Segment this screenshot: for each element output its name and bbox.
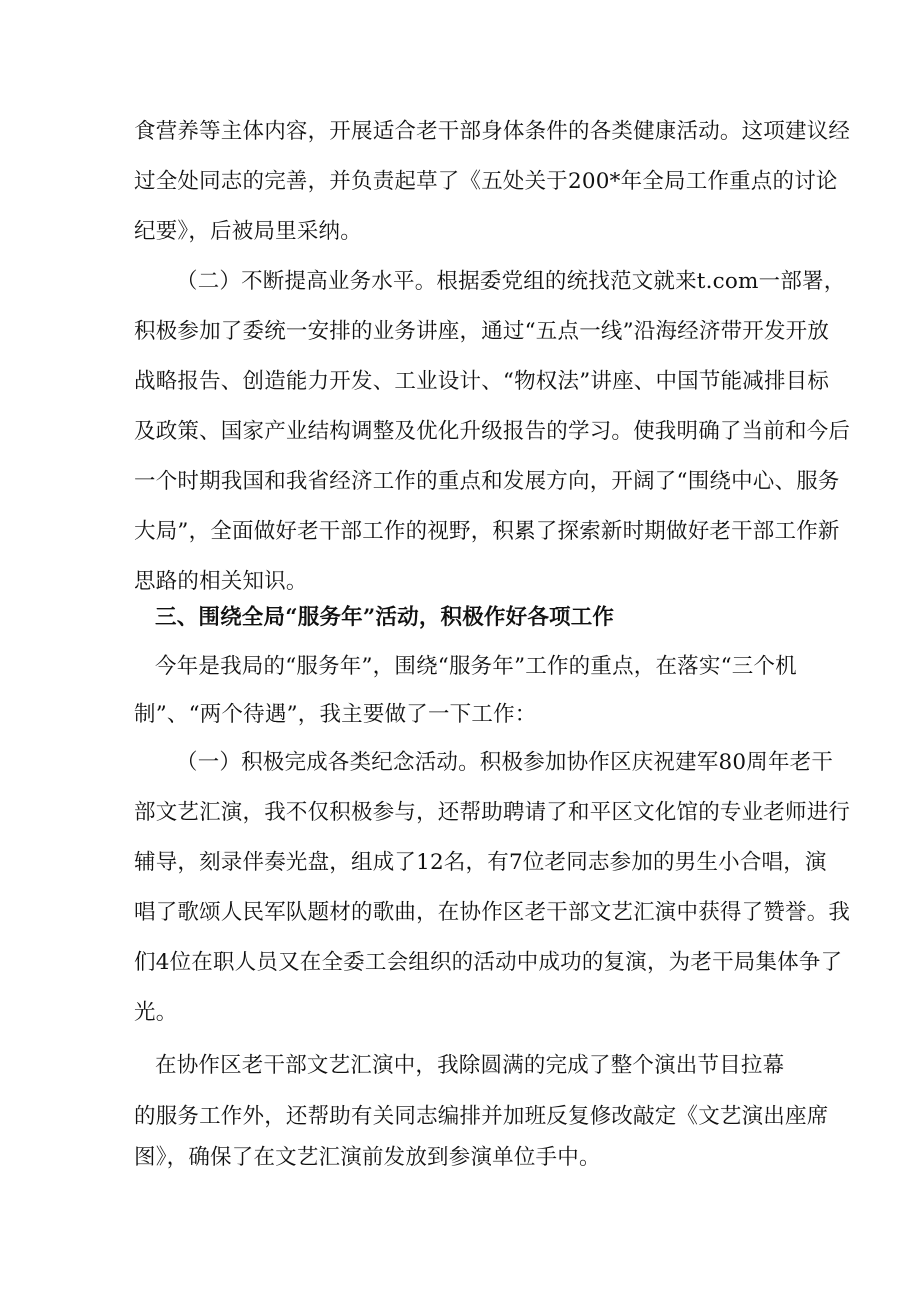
text-line: 纪要》，后被局里采纳。 [134,219,362,244]
text-line: 一个时期我国和我省经济工作的重点和发展方向，开阔了“围绕中心、服务 [134,469,840,494]
text-line: 过全处同志的完善，并负责起草了《五处关于200*年全局工作重点的讨论 [134,169,838,194]
text-line: 辅导，刻录伴奏光盘，组成了12名，有7位老同志参加的男生小合唱，演 [134,850,827,875]
text-line: 思路的相关知识。 [134,569,308,594]
text-line: 及政策、国家产业结构调整及优化升级报告的学习。使我明确了当前和今后 [134,419,851,444]
text-line: 战略报告、创造能力开发、工业设计、“物权法”讲座、中国节能减排目标 [134,369,830,394]
text-line: 的服务工作外，还帮助有关同志编排并加班反复修改敲定《文艺演出座席 [134,1104,829,1129]
text-line: 部文艺汇演，我不仅积极参与，还帮助聘请了和平区文化馆的专业老师进行 [134,800,851,825]
text-line: 们4位在职人员又在全委工会组织的活动中成功的复演，为老干局集体争了 [134,950,843,975]
text-line: （二）不断提高业务水平。根据委党组的统找范文就来t.com一部署， [176,269,846,294]
text-line: 制”、“两个待遇”，我主要做了一下工作： [134,702,537,727]
text-line: 光。 [134,1000,178,1025]
text-line: 在协作区老干部文艺汇演中，我除圆满的完成了整个演出节目拉幕 [155,1053,785,1078]
text-line: （一）积极完成各类纪念活动。积极参加协作区庆祝建军80周年老干 [176,750,834,775]
text-line: 今年是我局的“服务年”，围绕“服务年”工作的重点，在落实“三个机 [155,654,797,679]
section-heading: 三、围绕全局“服务年”活动，积极作好各项工作 [155,605,615,630]
text-line: 唱了歌颂人民军队题材的歌曲，在协作区老干部文艺汇演中获得了赞誉。我 [134,900,851,925]
text-line: 图》，确保了在文艺汇演前发放到参演单位手中。 [134,1145,601,1170]
text-line: 大局”，全面做好老干部工作的视野，积累了探索新时期做好老干部工作新 [134,519,840,544]
text-line: 食营养等主体内容，开展适合老干部身体条件的各类健康活动。这项建议经 [134,119,851,144]
text-line: 积极参加了委统一安排的业务讲座，通过“五点一线”沿海经济带开发开放 [134,319,830,344]
